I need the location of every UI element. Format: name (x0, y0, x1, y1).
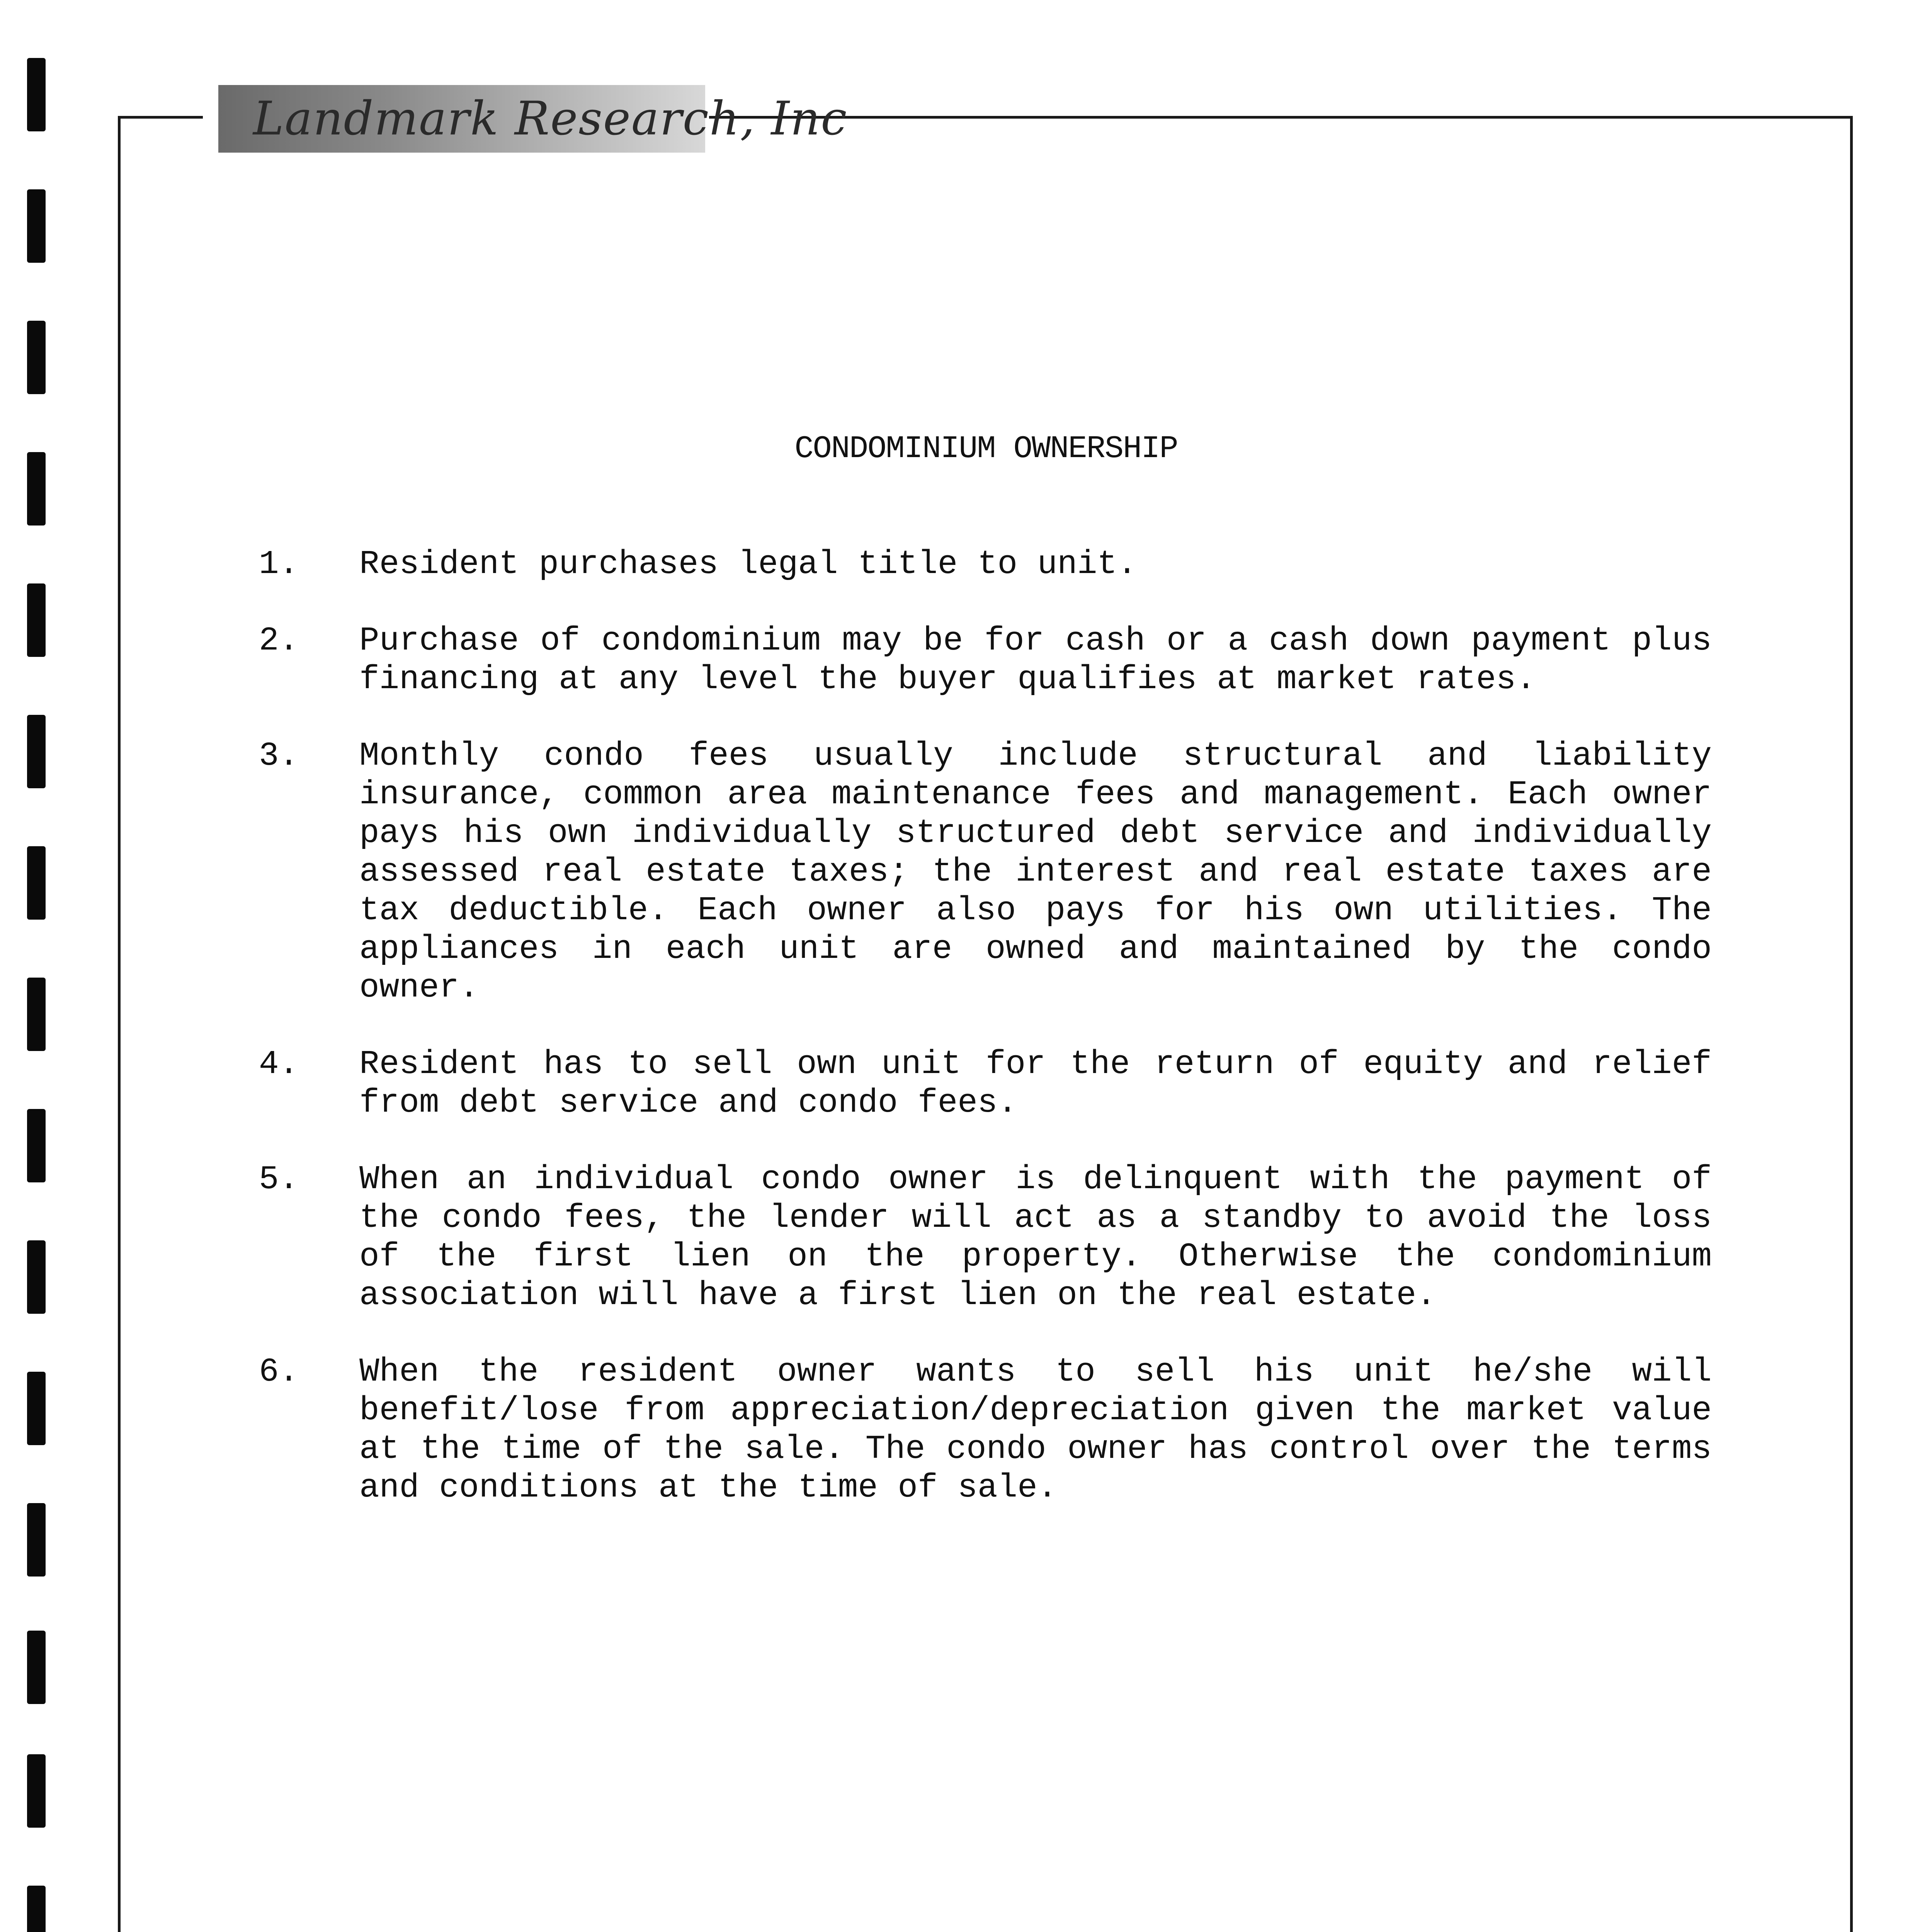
item-number: 6. (259, 1353, 299, 1391)
punch-mark (27, 1631, 46, 1704)
item-number: 1. (259, 545, 299, 583)
item-text: Resident has to sell own unit for the return of equity and relief from debt service and condo fees. (359, 1045, 1712, 1122)
item-number: 4. (259, 1045, 299, 1083)
punch-mark (27, 846, 46, 920)
page-title: CONDOMINIUM OWNERSHIP (794, 431, 1178, 467)
punch-mark (27, 1240, 46, 1314)
item-text: When an individual condo owner is delinquent with the payment of the condo fees, the lender will act as a standby to avoid the loss of the first lien on the property. Otherwise the condominium association will have a first lien on the real estate. (359, 1160, 1712, 1314)
item-text: Resident purchases legal title to unit. (359, 545, 1137, 583)
item-number: 5. (259, 1160, 299, 1198)
item-number: 3. (259, 737, 299, 775)
list-item (259, 621, 1712, 699)
punch-mark (27, 189, 46, 263)
item-text: Purchase of condominium may be for cash or a cash down payment plus financing at any level the buyer qualifies at market rates. (359, 622, 1712, 698)
company-logo (218, 85, 848, 153)
item-text: When the resident owner wants to sell his unit he/she will benefit/lose from appreciation/depreciation given the market value at the time of the sale. The condo owner has control over the terms and conditions at the time of sale. (359, 1353, 1712, 1507)
punch-mark (27, 583, 46, 657)
item-text: Monthly condo fees usually include structural and liability insurance, common area maintenance fees and management. Each owner pays his own individually structured debt service and individually assessed real estate taxes; the interest and real estate taxes are tax deductible. Each owner also pays for his own utilities. The appliances in each unit are owned and maintained by the condo owner. (359, 737, 1712, 1007)
item-number: 2. (259, 622, 299, 660)
logo-text: Landmark Research, Inc (253, 92, 848, 146)
punch-mark (27, 321, 46, 394)
list-item (259, 1160, 1712, 1315)
list-item (259, 1352, 1712, 1507)
punch-mark (27, 1109, 46, 1182)
list-item (259, 736, 1712, 1007)
punch-mark (27, 715, 46, 788)
punch-mark (27, 58, 46, 131)
punch-mark (27, 978, 46, 1051)
ownership-list (259, 545, 1712, 1545)
punch-mark (27, 1372, 46, 1445)
binder-punch-strip (0, 0, 77, 1932)
punch-mark (27, 1754, 46, 1828)
list-item (259, 1045, 1712, 1122)
punch-mark (27, 1503, 46, 1577)
punch-mark (27, 1886, 46, 1932)
list-item (259, 545, 1712, 583)
